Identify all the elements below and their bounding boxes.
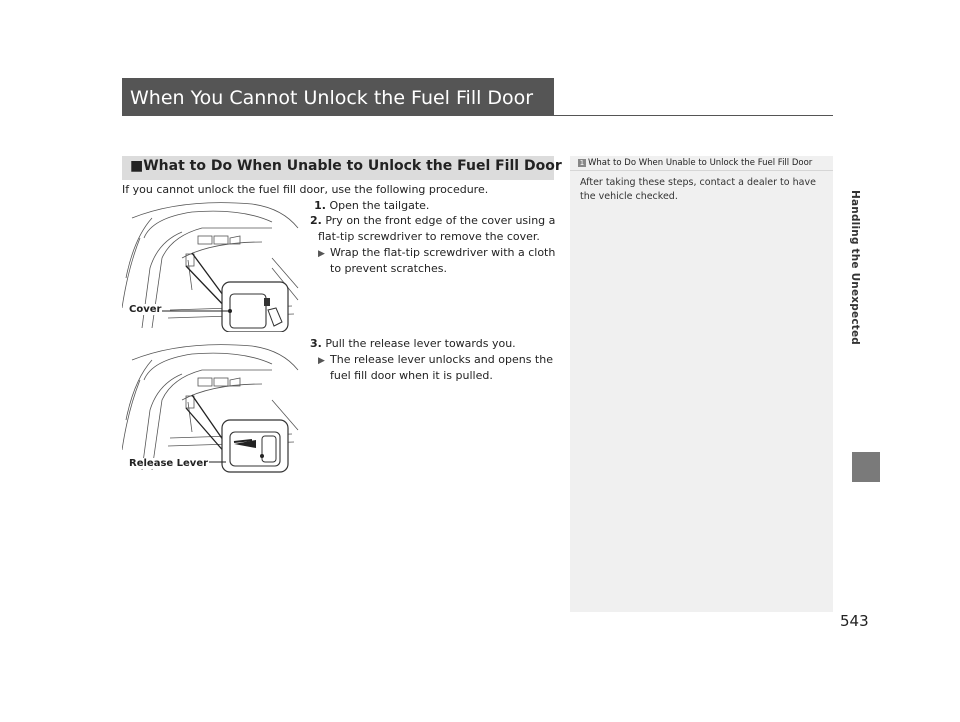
section-title xyxy=(130,158,562,174)
arrow-right-icon: ▶ xyxy=(318,356,325,366)
release-lever-illustration xyxy=(122,340,302,474)
note-body: After taking these steps, contact a dealer to have the vehicle checked. xyxy=(580,177,816,202)
side-tab-label: Handling the Unexpected xyxy=(849,190,861,345)
page-title: When You Cannot Unlock the Fuel Fill Door xyxy=(130,87,534,109)
release-lever-caption: Release Lever xyxy=(129,458,209,469)
step-number: 2. xyxy=(310,214,322,227)
intro-text: If you cannot unlock the fuel fill door, use the following procedure. xyxy=(122,183,489,196)
step-number: 3. xyxy=(310,337,322,350)
note-divider xyxy=(570,170,833,171)
title-rule xyxy=(554,115,833,116)
step-text: Pull the release lever towards you. xyxy=(325,337,516,350)
note-title xyxy=(578,158,812,168)
side-tab-marker xyxy=(852,452,880,482)
step-note-text: Wrap the flat-tip screwdriver with a cloth to prevent scratches. xyxy=(330,246,556,275)
page-number: 543 xyxy=(840,612,869,630)
square-icon: ■ xyxy=(130,158,144,174)
step-2 xyxy=(310,213,556,245)
step-2-note xyxy=(318,245,558,277)
notes-panel xyxy=(570,156,833,612)
side-tab xyxy=(845,190,875,450)
step-note-text: The release lever unlocks and opens the fuel fill door when it is pulled. xyxy=(330,353,553,382)
note-title-text: What to Do When Unable to Unlock the Fuel Fill Door xyxy=(588,158,813,168)
step-1 xyxy=(310,198,560,214)
reference-icon: 1 xyxy=(579,158,585,167)
cover-illustration xyxy=(122,198,302,332)
step-number: 1. xyxy=(314,199,326,212)
cover-caption: Cover xyxy=(129,304,162,315)
step-3 xyxy=(310,336,560,352)
section-header xyxy=(122,156,562,180)
arrow-right-icon: ▶ xyxy=(318,249,325,259)
cargo-area-drawing xyxy=(122,340,302,474)
section-title-text: What to Do When Unable to Unlock the Fuel Fill Door xyxy=(143,158,562,174)
step-text: Open the tailgate. xyxy=(329,199,430,212)
step-3-note xyxy=(318,352,558,384)
step-text: Pry on the front edge of the cover using a flat-tip screwdriver to remove the cover. xyxy=(318,214,556,243)
